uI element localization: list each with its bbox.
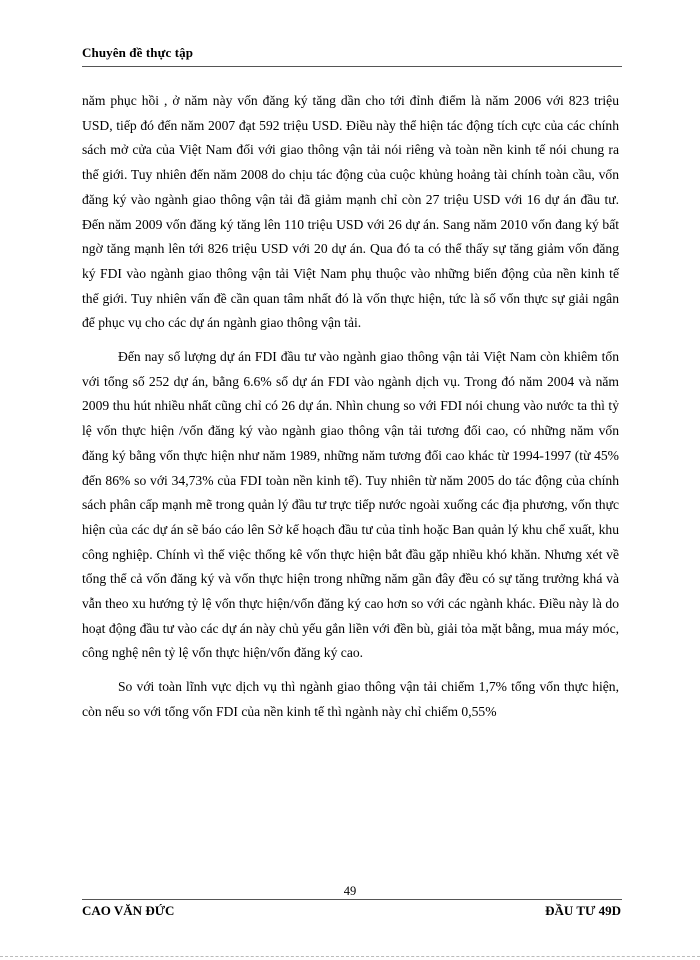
footer-divider xyxy=(82,899,622,900)
header-divider xyxy=(82,66,622,67)
paragraph-2: Đến nay số lượng dự án FDI đầu tư vào ngành giao thông vận tải Việt Nam còn khiêm tốn với tổng số 252 dự án, bằng 6.6% số dự án FDI vào ngành dịch vụ. Trong đó năm 2004 và năm 2009 thu hút nhiều nhất cũng chỉ có 26 dự án. Nhìn chung so với FDI nói chung vào nước ta thì tỷ lệ vốn thực hiện /vốn đăng ký vào ngành giao thông vận tải tương đối cao, có những năm vốn đăng ký bằng vốn thực hiện như năm 1989, những năm tương đối cao khác từ 1994-1997 (từ 45% đến 86% so với 34,73% của FDI toàn nền kinh tế). Tuy nhiên từ năm 2005 do tác động của chính sách phân cấp mạnh mẽ trong quản lý đầu tư trực tiếp nước ngoài xuống các địa phương, vốn thực hiện của các dự án sẽ báo cáo lên Sở kế hoạch đầu tư của tỉnh hoặc Ban quản lý khu chế xuất, khu công nghiệp. Chính vì thế việc thống kê vốn thực hiện bắt đầu gặp nhiều khó khăn. Nhưng xét về tổng thể cả vốn đăng ký và vốn thực hiện trong những năm gần đây đều có sự tăng trưởng khá và vẫn theo xu hướng tỷ lệ vốn thực hiện/vốn đăng ký cao hơn so với các ngành khác. Điều này là do hoạt động đầu tư vào các dự án này chủ yếu gắn liền với đền bù, giải tỏa mặt bằng, mua máy móc, công nghệ nên tỷ lệ vốn thực hiện/vốn đăng ký cao. xyxy=(82,349,619,661)
header-title: Chuyên đề thực tập xyxy=(82,45,194,60)
footer-author: CAO VĂN ĐỨC xyxy=(82,903,175,918)
page-number: 49 xyxy=(343,884,357,898)
paragraph-3: So với toàn lĩnh vực dịch vụ thì ngành giao thông vận tải chiếm 1,7% tổng vốn thực hiện, còn nếu so với tổng vốn FDI của nền kinh tế thì ngành này chỉ chiếm 0,55% xyxy=(82,679,619,719)
paragraph-1: năm phục hồi , ở năm này vốn đăng ký tăng dần cho tới đỉnh điểm là năm 2006 với 823 triệu USD, tiếp đó đến năm 2007 đạt 592 triệu USD. Điều này thể hiện tác động tích cực của các chính sách mở cửa của Việt Nam đối với giao thông vận tải nói riêng và toàn nền kinh tế nói chung ra thế giới. Tuy nhiên đến năm 2008 do chịu tác động của cuộc khủng hoảng tài chính toàn cầu, vốn đăng ký vào ngành giao thông vận tải đã giảm mạnh chỉ còn 27 triệu USD với 16 dự án đầu tư. Đến năm 2009 vốn đăng ký tăng lên 110 triệu USD với 26 dự án. Sang năm 2010 vốn đang ký bất ngờ tăng mạnh lên tới 826 triệu USD với 20 dự án. Qua đó ta có thể thấy sự tăng giảm vốn đăng ký FDI vào ngành giao thông vận tải Việt Nam phụ thuộc vào những biến động của nền kinh tế thế giới. Tuy nhiên vấn đề cần quan tâm nhất đó là vốn thực hiện, tức là số vốn thực sự giải ngân để phục vụ cho các dự án ngành giao thông vận tải. xyxy=(82,93,619,331)
body-text xyxy=(82,89,619,734)
page-break-line xyxy=(0,956,700,957)
footer-class-label: ĐẦU TƯ 49D xyxy=(545,903,621,918)
